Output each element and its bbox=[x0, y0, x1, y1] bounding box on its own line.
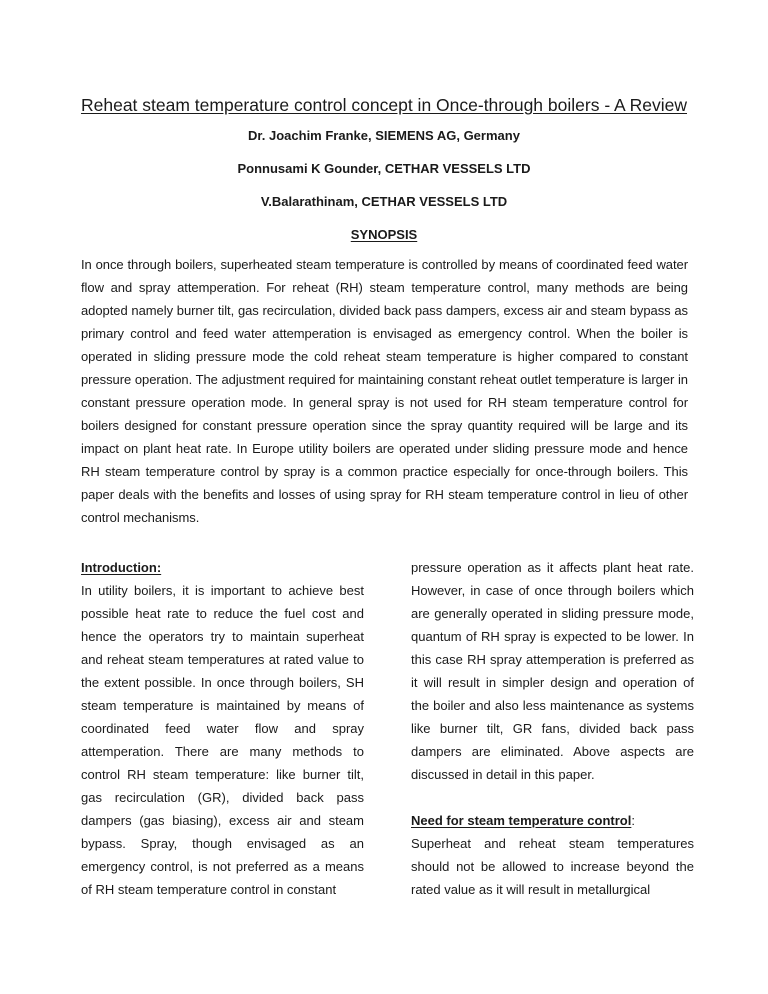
need-for-control-heading-line bbox=[411, 809, 694, 832]
paper-title: Reheat steam temperature control concept in Once-through boilers - A Review bbox=[80, 95, 687, 115]
author-1: Dr. Joachim Franke, SIEMENS AG, Germany bbox=[248, 128, 520, 143]
section-spacer bbox=[411, 786, 694, 809]
introduction-paragraph-right: pressure operation as it affects plant heat rate. However, in case of once through boilers which are generally operated in sliding pressure mode, quantum of RH spray is expected to be lower. In this case RH spray attemperation is preferred as it will result in simpler design and operation of the boiler and also less maintenance as systems like burner tilt, GR fans, divided back pass dampers are eliminated. Above aspects are discussed in detail in this paper. bbox=[411, 560, 694, 782]
need-for-control-paragraph: Superheat and reheat steam temperatures should not be allowed to increase beyond the rated value as it will result in metallurgical bbox=[411, 836, 694, 897]
author-2: Ponnusami K Gounder, CETHAR VESSELS LTD bbox=[237, 161, 531, 176]
author-3: V.Balarathinam, CETHAR VESSELS LTD bbox=[260, 194, 508, 209]
synopsis-paragraph: In once through boilers, superheated steam temperature is controlled by means of coordinated feed water flow and spray attemperation. For reheat (RH) steam temperature control, many methods are being adopted namely burner tilt, gas recirculation, divided back pass dampers, excess air and steam bypass as primary control and feed water attemperation is envisaged as emergency control. When the boiler is operated in sliding pressure mode the cold reheat steam temperature is higher compared to constant pressure operation. The adjustment required for maintaining constant reheat outlet temperature is larger in constant pressure operation mode. In general spray is not used for RH steam temperature control for boilers designed for constant pressure operation since the spray quantity required will be large and its impact on plant heat rate. In Europe utility boilers are operated under sliding pressure mode and hence RH steam temperature control by spray is a common practice especially for once-through boilers. This paper deals with the benefits and losses of using spray for RH steam temperature control in lieu of other control mechanisms. bbox=[81, 257, 688, 525]
heading-colon: : bbox=[631, 813, 635, 828]
need-for-control-heading: Need for steam temperature control bbox=[411, 813, 632, 828]
introduction-heading-line bbox=[81, 556, 364, 579]
introduction-heading: Introduction: bbox=[81, 560, 162, 575]
right-column bbox=[411, 556, 694, 901]
introduction-paragraph-left: In utility boilers, it is important to achieve best possible heat rate to reduce the fuel cost and hence the operators try to maintain superheat and reheat steam temperatures at rated value to the extent possible. In once through boilers, SH steam temperature is maintained by means of coordinated feed water flow and spray attemperation. There are many methods to control RH steam temperature: like burner tilt, gas recirculation (GR), divided back pass dampers (gas biasing), excess air and steam bypass. Spray, though envisaged as an emergency control, is not preferred as a means of RH steam temperature control in constant bbox=[81, 583, 364, 897]
synopsis-body bbox=[81, 253, 688, 529]
left-column bbox=[81, 556, 364, 901]
synopsis-heading: SYNOPSIS bbox=[350, 227, 418, 242]
